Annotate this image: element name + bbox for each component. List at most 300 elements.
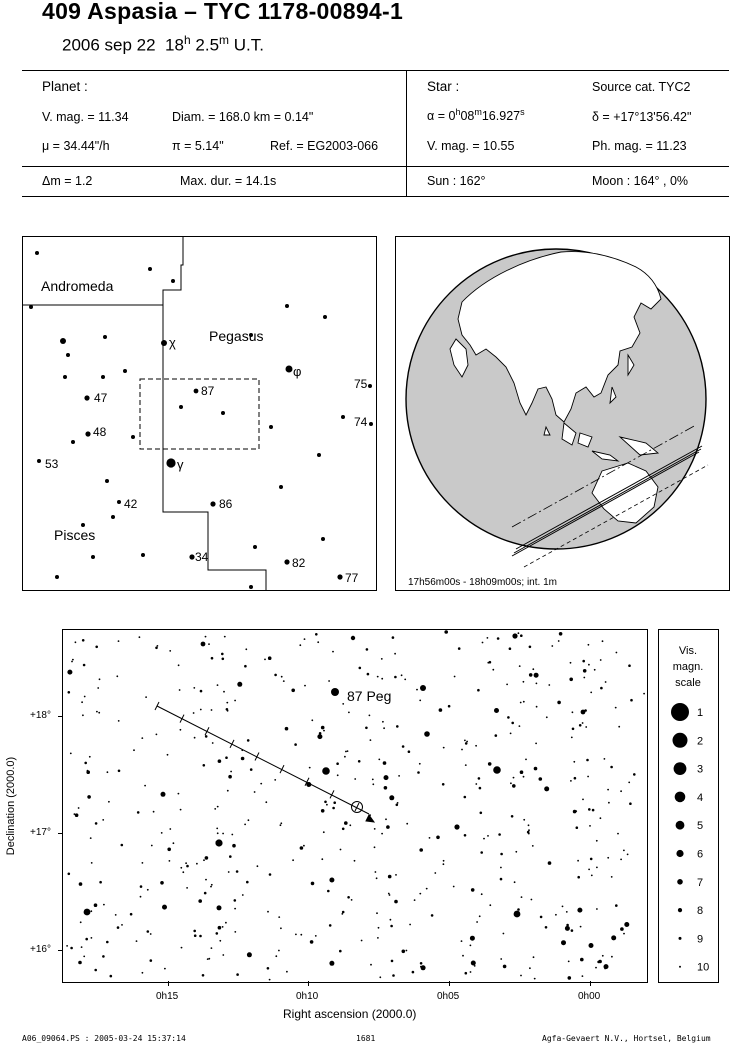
event-timescale: U.T.: [233, 35, 264, 55]
field-star: [419, 893, 421, 895]
field-star: [211, 709, 213, 711]
field-star: [244, 665, 247, 668]
mag-scale-label: 10: [697, 961, 710, 974]
field-star: [285, 727, 289, 731]
field-star: [611, 956, 613, 958]
field-star: [406, 823, 408, 825]
field-star: [575, 810, 577, 812]
asteroid-track: [155, 702, 374, 822]
field-star: [378, 927, 380, 929]
field-star: [401, 674, 403, 676]
field-star: [480, 812, 483, 815]
map-star: [286, 366, 293, 373]
field-star: [577, 860, 579, 862]
field-star: [342, 828, 345, 831]
field-star: [294, 743, 297, 746]
footer-page-number: 1681: [356, 1034, 376, 1043]
star-ra-s: s: [520, 107, 525, 117]
field-star: [204, 892, 207, 895]
field-star: [474, 965, 476, 967]
field-star: [358, 760, 361, 763]
field-star: [341, 913, 343, 915]
map-star: [194, 389, 199, 394]
field-star: [583, 677, 585, 679]
field-star: [607, 789, 609, 791]
field-star: [643, 693, 645, 695]
field-star: [620, 859, 622, 861]
field-star: [118, 720, 120, 722]
field-star: [520, 634, 523, 637]
field-star: [90, 837, 92, 839]
field-star: [347, 750, 349, 752]
field-star: [173, 842, 175, 844]
field-star: [443, 747, 445, 749]
field-star: [303, 845, 305, 847]
field-star: [511, 722, 514, 725]
field-star: [150, 959, 153, 962]
field-star: [339, 950, 342, 953]
field-star: [78, 807, 80, 809]
mag-scale-dot: [675, 792, 686, 803]
star-82-label: 82: [292, 556, 306, 570]
field-star: [85, 938, 88, 941]
field-star: [465, 742, 468, 745]
field-star: [141, 737, 143, 739]
field-star: [99, 678, 101, 680]
field-star: [211, 947, 213, 949]
globe-panel: [395, 236, 730, 591]
field-star: [227, 790, 229, 792]
field-star: [228, 871, 230, 873]
field-star: [381, 833, 383, 835]
field-star: [470, 945, 472, 947]
field-star: [268, 656, 272, 660]
field-star: [361, 940, 363, 942]
field-star: [150, 933, 152, 935]
field-star: [464, 834, 467, 837]
field-star: [202, 974, 205, 977]
field-star: [481, 893, 483, 895]
field-star: [495, 734, 498, 737]
mag-scale-dot: [679, 966, 681, 968]
field-star: [84, 696, 86, 698]
field-star: [133, 749, 135, 751]
ra-tick-0h05: 0h05: [437, 991, 460, 1002]
field-star: [196, 863, 198, 865]
field-star: [260, 783, 262, 785]
map-star: [179, 405, 183, 409]
field-star: [503, 965, 507, 969]
field-star: [144, 785, 146, 787]
ra-tick-0h10: 0h10: [296, 991, 319, 1002]
bright-star: [322, 767, 330, 775]
field-star: [107, 771, 109, 773]
field-star: [304, 638, 306, 640]
field-star: [99, 881, 102, 884]
constellation-map-canvas: [23, 237, 376, 590]
hour-unit: h: [183, 33, 191, 47]
field-star: [582, 975, 584, 977]
mag-scale-dot: [676, 821, 685, 830]
field-star: [372, 783, 374, 785]
map-star: [249, 585, 253, 589]
field-star: [300, 934, 302, 936]
field-star: [228, 775, 232, 779]
field-star: [580, 926, 582, 928]
field-star: [573, 761, 575, 763]
field-star: [281, 676, 283, 678]
field-star: [534, 767, 538, 771]
magnitude-scale: [658, 629, 719, 983]
header-mid-rule: [22, 166, 729, 167]
field-star: [465, 764, 467, 766]
field-star: [91, 862, 93, 864]
star-ra-sec: 16.927: [481, 109, 521, 124]
field-star: [155, 647, 158, 650]
field-star: [241, 757, 245, 761]
bright-star: [84, 909, 91, 916]
field-star: [82, 714, 84, 716]
field-star: [458, 647, 461, 650]
pegasus-label: Pegasus: [209, 328, 264, 344]
map-star: [29, 305, 33, 309]
field-star: [487, 835, 489, 837]
planet-label: Planet :: [42, 79, 88, 94]
field-star: [536, 706, 538, 708]
pegasus-pisces-boundary: [163, 305, 266, 590]
field-star: [98, 712, 100, 714]
field-star: [75, 641, 77, 643]
field-star: [67, 670, 72, 675]
mag-scale-dot: [678, 908, 682, 912]
field-star: [461, 940, 463, 942]
map-star: [323, 315, 327, 319]
field-star: [589, 943, 594, 948]
field-star: [193, 930, 196, 933]
field-star: [408, 750, 411, 753]
field-star: [247, 739, 250, 742]
field-star: [345, 751, 347, 753]
field-star: [234, 899, 237, 902]
field-star: [310, 940, 314, 944]
magnitude-drop: Δm = 1.2: [42, 174, 93, 188]
field-star: [333, 801, 336, 804]
map-star: [85, 431, 90, 436]
field-star: [208, 958, 210, 960]
field-star: [396, 725, 399, 728]
field-star: [582, 722, 584, 724]
field-star: [70, 947, 73, 950]
field-star: [199, 935, 202, 938]
field-star: [121, 844, 124, 847]
field-star: [569, 678, 573, 682]
mag-scale-labels: [697, 707, 709, 974]
field-star: [344, 756, 346, 758]
map-star: [285, 304, 289, 308]
field-star: [384, 786, 388, 790]
field-star: [520, 975, 522, 977]
field-star: [180, 729, 182, 731]
field-star: [108, 801, 110, 803]
field-star: [414, 899, 416, 901]
field-star: [328, 680, 330, 682]
field-star: [510, 782, 512, 784]
field-star: [500, 853, 503, 856]
field-star: [311, 882, 315, 886]
field-star: [332, 651, 334, 653]
field-star: [389, 894, 391, 896]
field-star: [523, 819, 525, 821]
field-star: [219, 940, 221, 942]
field-star: [169, 650, 171, 652]
field-star: [180, 809, 182, 811]
field-star: [629, 802, 632, 805]
field-star: [234, 931, 236, 933]
field-star: [83, 664, 86, 667]
field-star: [572, 711, 574, 713]
field-star: [180, 867, 182, 869]
field-star: [404, 679, 406, 681]
field-star: [519, 665, 521, 667]
field-star: [278, 950, 280, 952]
andromeda-label: Andromeda: [41, 278, 114, 294]
field-star: [442, 783, 445, 786]
field-star: [572, 728, 575, 731]
field-star: [388, 875, 392, 879]
field-star: [236, 870, 239, 873]
field-star: [121, 924, 123, 926]
field-star: [217, 806, 219, 808]
field-star: [205, 636, 207, 638]
field-star: [429, 837, 431, 839]
map-star: [66, 353, 70, 357]
field-star: [630, 699, 633, 702]
field-star: [68, 691, 71, 694]
star-47-label: 47: [94, 391, 108, 405]
field-star: [386, 825, 390, 829]
field-star: [291, 689, 295, 693]
field-star: [156, 734, 158, 736]
dec-tick-mark-17: [58, 833, 63, 834]
mag-scale-label: 8: [697, 905, 704, 918]
mag-scale-title-2: magn.: [672, 661, 704, 673]
field-star: [246, 881, 249, 884]
field-star: [588, 644, 590, 646]
field-star: [205, 879, 207, 881]
star-86-label: 86: [219, 497, 233, 511]
mag-scale-dot: [677, 879, 683, 885]
mag-scale-dot: [674, 762, 687, 775]
field-star: [234, 700, 236, 702]
field-star: [337, 774, 339, 776]
field-star: [87, 795, 91, 799]
field-star: [421, 965, 426, 970]
field-star: [216, 932, 219, 935]
field-star: [89, 756, 91, 758]
globe-canvas: [396, 237, 729, 590]
star-ra-prefix: α = 0: [427, 109, 456, 124]
field-star: [167, 754, 169, 756]
field-star: [179, 689, 181, 691]
field-star: [479, 787, 482, 790]
field-star: [604, 758, 606, 760]
andromeda-boundary: [23, 237, 183, 305]
field-star: [223, 691, 225, 693]
field-star: [396, 804, 399, 807]
field-star: [340, 849, 342, 851]
field-star: [444, 630, 448, 634]
field-star: [274, 779, 276, 781]
footer-file-info: A06_09064.PS : 2005-03-24 15:37:14: [22, 1034, 186, 1043]
field-star: [193, 687, 195, 689]
field-star: [278, 916, 280, 918]
field-star: [244, 824, 246, 826]
bright-star: [424, 731, 430, 737]
field-star: [95, 822, 98, 825]
field-star: [548, 861, 552, 865]
field-stars: [66, 630, 645, 980]
field-star: [588, 869, 590, 871]
field-star: [487, 637, 489, 639]
field-star: [571, 737, 573, 739]
map-star: [101, 375, 105, 379]
field-star: [511, 815, 514, 818]
field-star: [367, 673, 370, 676]
field-star: [394, 676, 397, 679]
field-star: [169, 828, 171, 830]
field-star: [200, 709, 202, 711]
field-star: [83, 956, 85, 958]
constellation-map: [22, 236, 377, 591]
field-star: [506, 684, 508, 686]
field-star: [84, 762, 87, 765]
field-star: [369, 715, 371, 717]
field-star: [566, 924, 569, 927]
field-star: [385, 818, 387, 820]
mag-scale-label: 6: [697, 848, 704, 861]
field-star: [465, 972, 468, 975]
field-star: [137, 811, 140, 814]
field-star: [102, 819, 104, 821]
mag-scale-label: 2: [697, 735, 704, 748]
field-star: [464, 796, 467, 799]
field-star: [198, 899, 202, 903]
map-star: [253, 545, 257, 549]
field-star: [376, 877, 378, 879]
field-star: [529, 967, 531, 969]
field-star: [74, 813, 76, 815]
field-star: [488, 762, 492, 766]
field-star: [140, 896, 142, 898]
map-star: [221, 411, 225, 415]
field-star: [390, 925, 393, 928]
field-star: [317, 734, 322, 739]
mag-scale-label: 7: [697, 876, 704, 889]
field-star: [443, 863, 445, 865]
field-star: [207, 958, 209, 960]
field-star: [295, 934, 297, 936]
field-star: [591, 875, 593, 877]
mag-scale-dot: [671, 703, 689, 721]
field-star: [315, 633, 318, 636]
field-star: [130, 913, 133, 916]
mag-scale-title-3: scale: [675, 677, 701, 689]
field-star: [205, 856, 209, 860]
field-star: [443, 860, 445, 862]
map-star: [269, 425, 273, 429]
field-star: [590, 858, 593, 861]
field-star: [532, 845, 534, 847]
field-star: [570, 662, 572, 664]
field-star: [623, 850, 625, 852]
field-star: [582, 660, 585, 663]
field-star: [562, 906, 564, 908]
field-star: [376, 912, 378, 914]
field-star: [577, 908, 582, 913]
field-star: [225, 922, 227, 924]
sun-elongation: Sun : 162°: [427, 174, 486, 188]
field-star: [319, 732, 322, 735]
field-star: [94, 969, 97, 972]
event-minute: 2.5: [195, 35, 220, 55]
bright-star: [420, 685, 426, 691]
field-star: [377, 937, 379, 939]
field-star: [81, 946, 83, 948]
field-star: [342, 703, 344, 705]
field-star: [509, 647, 512, 650]
field-star: [475, 783, 477, 785]
field-star: [203, 764, 206, 767]
field-star: [115, 914, 117, 916]
event-datetime: [62, 33, 264, 56]
field-star: [351, 899, 353, 901]
field-star: [620, 927, 624, 931]
mag-scale-dot: [676, 850, 683, 857]
map-star: [131, 435, 135, 439]
field-star: [193, 712, 195, 714]
phi-label: φ: [293, 364, 302, 379]
field-star: [381, 658, 383, 660]
field-star: [398, 775, 400, 777]
field-star: [534, 978, 536, 980]
field-star: [555, 914, 557, 916]
field-star: [464, 740, 466, 742]
map-star: [63, 375, 67, 379]
field-star: [211, 884, 213, 886]
field-star: [406, 950, 408, 952]
field-star: [611, 935, 616, 940]
field-star: [412, 971, 415, 974]
ra-tick-mark-0h05: [449, 981, 450, 986]
star-53-label: 53: [45, 457, 59, 471]
field-star: [118, 640, 120, 642]
map-star: [105, 479, 109, 483]
field-star: [568, 961, 570, 963]
field-star: [596, 840, 598, 842]
mag-scale-dots: [671, 703, 689, 968]
field-star: [140, 885, 143, 888]
field-star: [623, 933, 625, 935]
field-star: [222, 658, 225, 661]
map-star: [337, 574, 342, 579]
field-star: [264, 659, 266, 661]
field-star: [520, 702, 522, 704]
field-star: [515, 851, 517, 853]
field-star: [164, 968, 166, 970]
map-star: [35, 251, 39, 255]
field-star: [379, 976, 381, 978]
star-ra-min: 08: [460, 109, 475, 124]
